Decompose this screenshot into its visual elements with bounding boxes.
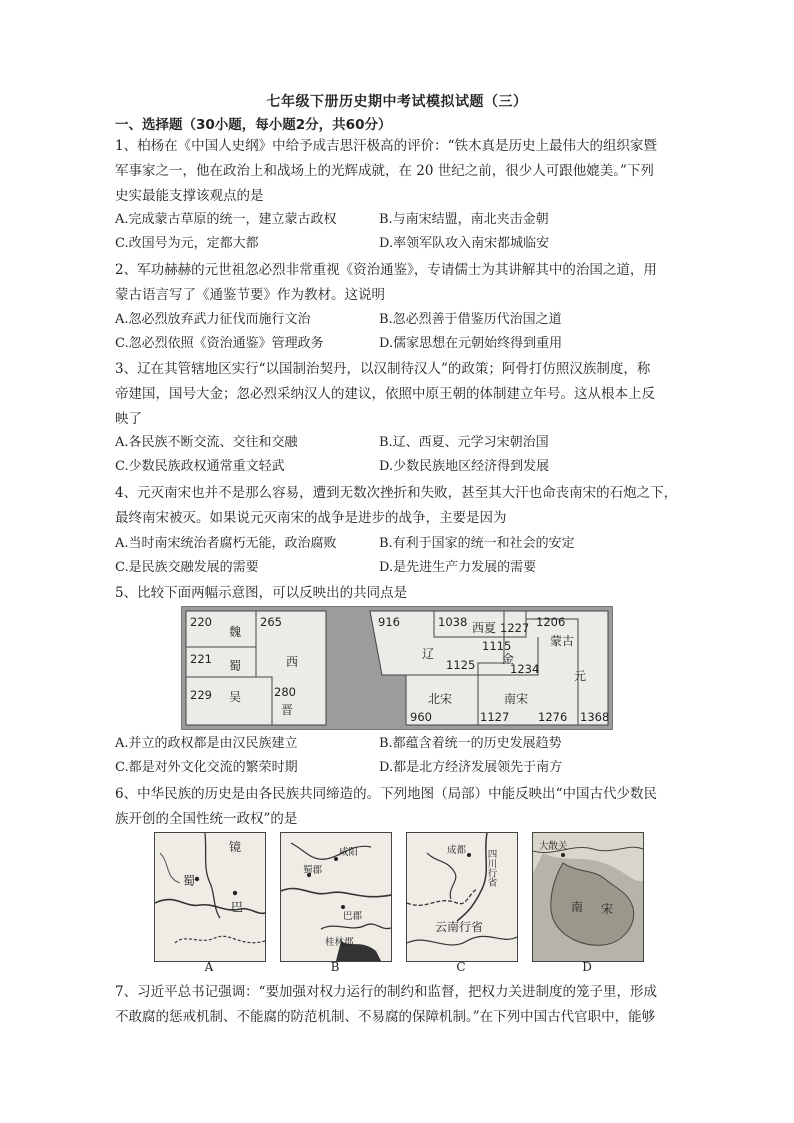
question-text-line: 4、元灭南宋也并不是那么容易，遭到无数次挫折和失败，甚至其大汗也命丧南宋的石炮之下， <box>115 485 678 501</box>
map-label: 成都 <box>447 845 467 856</box>
option-a[interactable]: A.并立的政权都是由汉民族建立 <box>115 736 298 751</box>
map-a-drawing <box>155 833 265 961</box>
year-label: 1276 <box>538 710 568 724</box>
option-b[interactable]: B.忽必烈善于借鉴历代治国之道 <box>379 312 562 327</box>
map-d[interactable] <box>532 832 644 962</box>
option-c[interactable]: C.都是对外文化交流的繁荣时期 <box>115 760 298 775</box>
map-c-drawing <box>407 833 517 961</box>
map-label: 巴郡 <box>343 911 363 922</box>
year-label: 1368 <box>580 710 610 724</box>
question-text-line: 5、比较下面两幅示意图，可以反映出的共同点是 <box>115 585 408 601</box>
year-label: 280 <box>274 685 296 699</box>
question-text-line: 族开创的全国性统一政权”的是 <box>115 811 298 827</box>
question-1-options <box>115 208 685 256</box>
question-6 <box>115 782 685 832</box>
question-text-line: 蒙古语言写了《通鉴节要》作为教材。这说明 <box>115 287 385 303</box>
question-text-line: 军事家之一，他在政治上和战场上的光辉成就，在 20 世纪之前，很少人可跟他媲美。”下列 <box>115 163 654 179</box>
option-a[interactable]: A.忽必烈放弃武力征伐而施行文治 <box>115 312 311 327</box>
year-label: 221 <box>190 652 212 666</box>
state-label: 西夏 <box>472 621 497 635</box>
question-2 <box>115 258 685 308</box>
option-c[interactable]: C.忽必烈依照《资治通鉴》管理政务 <box>115 336 324 351</box>
question-text-line: 6、中华民族的历史是由各民族共同缔造的。下列地图（局部）中能反映出“中国古代少数民 <box>115 786 657 802</box>
question-4-options <box>115 532 685 580</box>
year-label: 220 <box>190 615 212 629</box>
option-b[interactable]: B.都蕴含着统一的历史发展趋势 <box>379 736 562 751</box>
question-text-line: 2、军功赫赫的元世祖忽必烈非常重视《资治通鉴》，专请儒士为其讲解其中的治国之道，用 <box>115 262 657 278</box>
state-label: 辽 <box>422 647 435 661</box>
year-label: 1038 <box>438 615 468 629</box>
map-label: 宋 <box>601 902 614 916</box>
option-b[interactable]: B.有利于国家的统一和社会的安定 <box>379 536 575 551</box>
state-label: 金 <box>502 652 515 666</box>
option-b[interactable]: B.与南宋结盟，南北夹击金朝 <box>379 212 549 227</box>
option-c[interactable]: C.是民族交融发展的需要 <box>115 560 259 575</box>
map-label: 巴 <box>231 900 244 914</box>
question-2-options <box>115 308 685 356</box>
question-text-line: 不敢腐的惩戒机制、不能腐的防范机制、不易腐的保障机制。”在下列中国古代官职中，能够 <box>115 1009 656 1025</box>
option-d[interactable]: D.都是北方经济发展领先于南方 <box>379 760 563 775</box>
map-label: 蜀 <box>183 874 196 888</box>
year-label: 1234 <box>510 662 540 676</box>
question-text-line: 最终南宋被灭。如果说元灭南宋的战争是进步的战争，主要是因为 <box>115 510 507 526</box>
map-label: 蜀郡 <box>303 865 323 876</box>
map-label: 大散关 <box>539 841 568 852</box>
option-d[interactable]: D.是先进生产力发展的需要 <box>379 560 537 575</box>
year-label: 1115 <box>482 639 512 653</box>
state-label: 吴 <box>229 690 242 704</box>
question-5 <box>115 581 685 606</box>
option-c[interactable]: C.改国号为元，定都大都 <box>115 236 259 251</box>
map-label: 南 <box>571 900 584 914</box>
option-a[interactable]: A.完成蒙古草原的统一，建立蒙古政权 <box>115 212 337 227</box>
question-3-options <box>115 431 685 479</box>
question-7 <box>115 980 685 1030</box>
page-title: 七年级下册历史期中考试模拟试题（三） <box>266 94 528 110</box>
option-b[interactable]: B.辽、西夏、元学习宋朝治国 <box>379 435 549 450</box>
option-d[interactable]: D.率领军队攻入南宋都城临安 <box>379 236 550 251</box>
option-c[interactable]: C.少数民族政权通常重文轻武 <box>115 459 285 474</box>
year-label: 1206 <box>536 615 566 629</box>
question-text-line: 7、习近平总书记强调：“要加强对权力运行的制约和监督，把权力关进制度的笼子里，形成 <box>115 984 657 1000</box>
option-d[interactable]: D.儒家思想在元朝始终得到重用 <box>379 336 563 351</box>
year-label: 1125 <box>446 658 476 672</box>
map-c-label: C <box>456 960 466 974</box>
state-label: 晋 <box>281 703 294 717</box>
year-label: 1227 <box>500 621 530 635</box>
map-b[interactable] <box>280 832 392 962</box>
map-c[interactable] <box>406 832 518 962</box>
option-d[interactable]: D.少数民族地区经济得到发展 <box>379 459 550 474</box>
option-a[interactable]: A.各民族不断交流、交往和交融 <box>115 435 298 450</box>
state-label: 北宋 <box>428 692 453 706</box>
map-b-drawing <box>281 833 391 961</box>
dynasty-timeline-diagram <box>181 606 613 730</box>
state-label: 南宋 <box>504 692 529 706</box>
map-b-label: B <box>330 960 340 974</box>
question-text-line: 1、柏杨在《中国人史纲》中给予成吉思汗极高的评价：“铁木真是历史上最伟大的组织家暨 <box>115 138 657 154</box>
map-options <box>154 832 642 972</box>
map-a-label: A <box>204 960 214 974</box>
question-1 <box>115 134 685 209</box>
question-5-options <box>115 732 685 780</box>
section-heading: 一、选择题（30小题，每小题2分，共60分） <box>115 117 392 133</box>
question-4 <box>115 481 685 531</box>
question-text-line: 映了 <box>115 411 142 427</box>
year-label: 1127 <box>480 710 510 724</box>
map-d-drawing <box>533 833 643 961</box>
map-label: 桂林郡 <box>325 937 354 948</box>
year-label: 960 <box>410 710 432 724</box>
question-text-line: 3、辽在其管辖地区实行“以国制治契丹，以汉制待汉人”的政策；阿骨打仿照汉族制度，称 <box>115 361 651 377</box>
question-text-line: 史实最能支撑该观点的是 <box>115 188 264 204</box>
state-label: 西 <box>286 655 299 669</box>
state-label: 魏 <box>229 625 242 639</box>
map-label: 镜 <box>229 840 242 854</box>
map-a[interactable] <box>154 832 266 962</box>
question-text-line: 帝建国，国号大金；忽必烈采纳汉人的建议，依照中原王朝的体制建立年号。这从根本上反 <box>115 386 655 402</box>
year-label: 265 <box>260 615 282 629</box>
state-label: 蜀 <box>229 659 242 673</box>
map-label: 云南行省 <box>435 920 484 934</box>
map-label: 咸阳 <box>339 847 359 858</box>
year-label: 916 <box>378 615 400 629</box>
option-a[interactable]: A.当时南宋统治者腐朽无能，政治腐败 <box>115 536 337 551</box>
state-label: 蒙古 <box>550 634 575 648</box>
map-d-label: D <box>582 960 592 974</box>
year-label: 229 <box>190 688 212 702</box>
timeline-svg <box>182 607 612 729</box>
state-label: 元 <box>574 669 587 683</box>
map-label: 四川行省 <box>485 849 497 887</box>
question-3 <box>115 357 685 432</box>
